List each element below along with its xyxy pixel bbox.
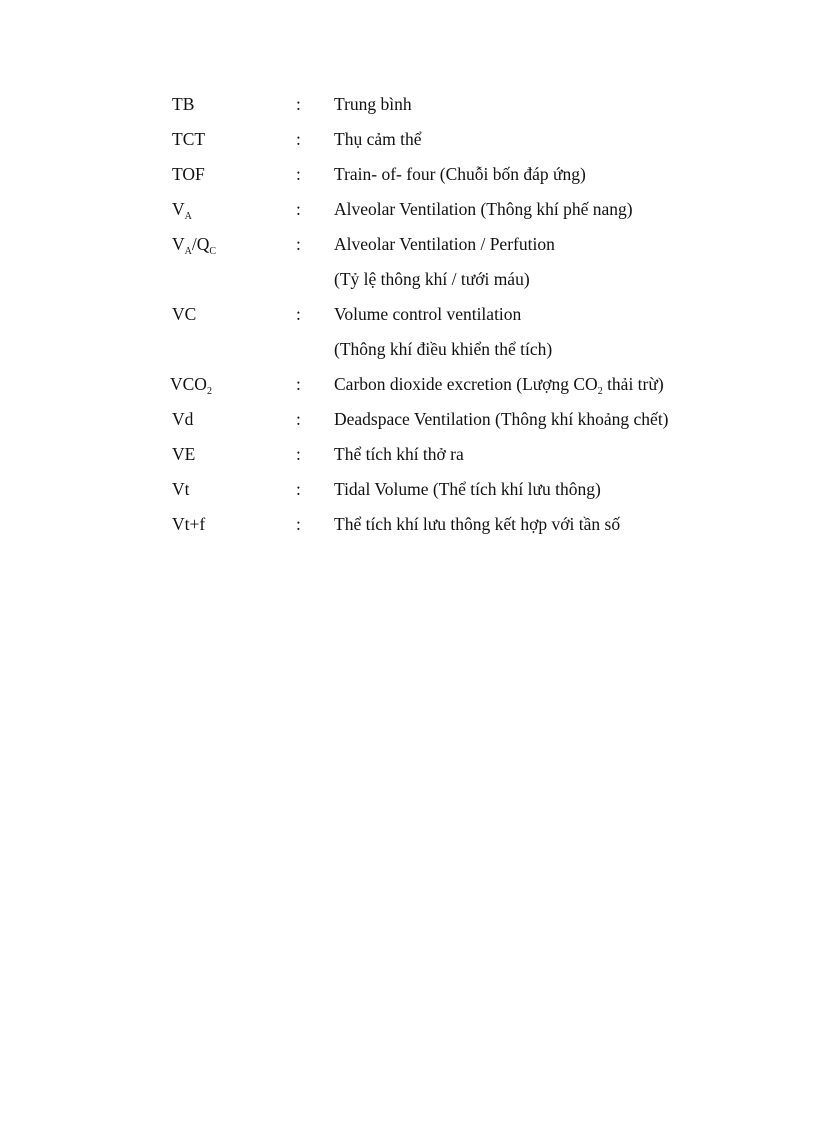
abbreviation-definition: Tidal Volume (Thể tích khí lưu thông) bbox=[334, 479, 601, 499]
term-subscript: 2 bbox=[206, 386, 212, 397]
abbreviation-term bbox=[170, 372, 212, 397]
abbreviation-definition-continuation: (Thông khí điều khiển thể tích) bbox=[334, 339, 553, 359]
definition-post: thải trừ) bbox=[602, 374, 664, 394]
separator: : bbox=[296, 129, 301, 149]
separator: : bbox=[296, 199, 301, 219]
abbreviation-continuation-row bbox=[0, 267, 816, 302]
term-subscript: A bbox=[184, 246, 192, 257]
abbreviation-row bbox=[0, 477, 816, 512]
separator: : bbox=[296, 444, 301, 464]
term-base: V bbox=[172, 234, 185, 254]
abbreviation-row bbox=[0, 442, 816, 477]
abbreviation-list bbox=[0, 92, 816, 547]
separator: : bbox=[296, 94, 301, 114]
abbreviation-definition: Deadspace Ventilation (Thông khí khoảng chết) bbox=[334, 409, 669, 429]
abbreviation-definition-continuation: (Tỷ lệ thông khí / tưới máu) bbox=[334, 269, 530, 289]
abbreviation-term: Vd bbox=[172, 409, 194, 429]
abbreviation-term: TCT bbox=[172, 129, 206, 149]
separator: : bbox=[296, 479, 301, 499]
abbreviation-continuation-row bbox=[0, 337, 816, 372]
term-base: VCO bbox=[170, 374, 207, 394]
abbreviation-definition: Thụ cảm thể bbox=[334, 129, 422, 149]
abbreviation-row bbox=[0, 302, 816, 337]
abbreviation-definition: Volume control ventilation bbox=[334, 304, 522, 324]
separator: : bbox=[296, 164, 301, 184]
term-subscript: A bbox=[184, 211, 192, 222]
abbreviation-definition bbox=[334, 372, 664, 397]
definition-pre: Carbon dioxide excretion (Lượng CO bbox=[334, 374, 598, 394]
abbreviation-term bbox=[172, 197, 192, 222]
abbreviation-row bbox=[0, 232, 816, 267]
abbreviation-definition: Thể tích khí lưu thông kết hợp với tần số bbox=[334, 514, 621, 534]
separator: : bbox=[296, 234, 301, 254]
term-base: V bbox=[172, 199, 185, 219]
abbreviation-row bbox=[0, 92, 816, 127]
abbreviation-term: TOF bbox=[172, 164, 205, 184]
abbreviation-term: VC bbox=[172, 304, 197, 324]
abbreviation-term: TB bbox=[172, 94, 195, 114]
definition-subscript: 2 bbox=[597, 386, 603, 397]
abbreviation-definition: Thể tích khí thở ra bbox=[334, 444, 464, 464]
separator: : bbox=[296, 304, 301, 324]
abbreviation-definition: Trung bình bbox=[334, 94, 412, 114]
abbreviation-row bbox=[0, 372, 816, 407]
abbreviation-row bbox=[0, 127, 816, 162]
term-middle: /Q bbox=[191, 234, 210, 254]
abbreviation-definition: Alveolar Ventilation (Thông khí phế nang) bbox=[334, 199, 633, 219]
abbreviation-term: Vt bbox=[172, 479, 190, 499]
abbreviation-row bbox=[0, 197, 816, 232]
separator: : bbox=[296, 409, 301, 429]
separator: : bbox=[296, 514, 301, 534]
term-subscript-2: C bbox=[209, 246, 217, 257]
abbreviation-row bbox=[0, 407, 816, 442]
abbreviation-row bbox=[0, 162, 816, 197]
abbreviation-term bbox=[172, 232, 216, 257]
abbreviation-definition: Alveolar Ventilation / Perfution bbox=[334, 234, 555, 254]
abbreviation-definition: Train- of- four (Chuỗi bốn đáp ứng) bbox=[334, 164, 586, 184]
separator: : bbox=[296, 374, 301, 394]
abbreviation-row bbox=[0, 512, 816, 547]
abbreviation-term: Vt+f bbox=[172, 514, 206, 534]
abbreviation-term: VE bbox=[172, 444, 196, 464]
